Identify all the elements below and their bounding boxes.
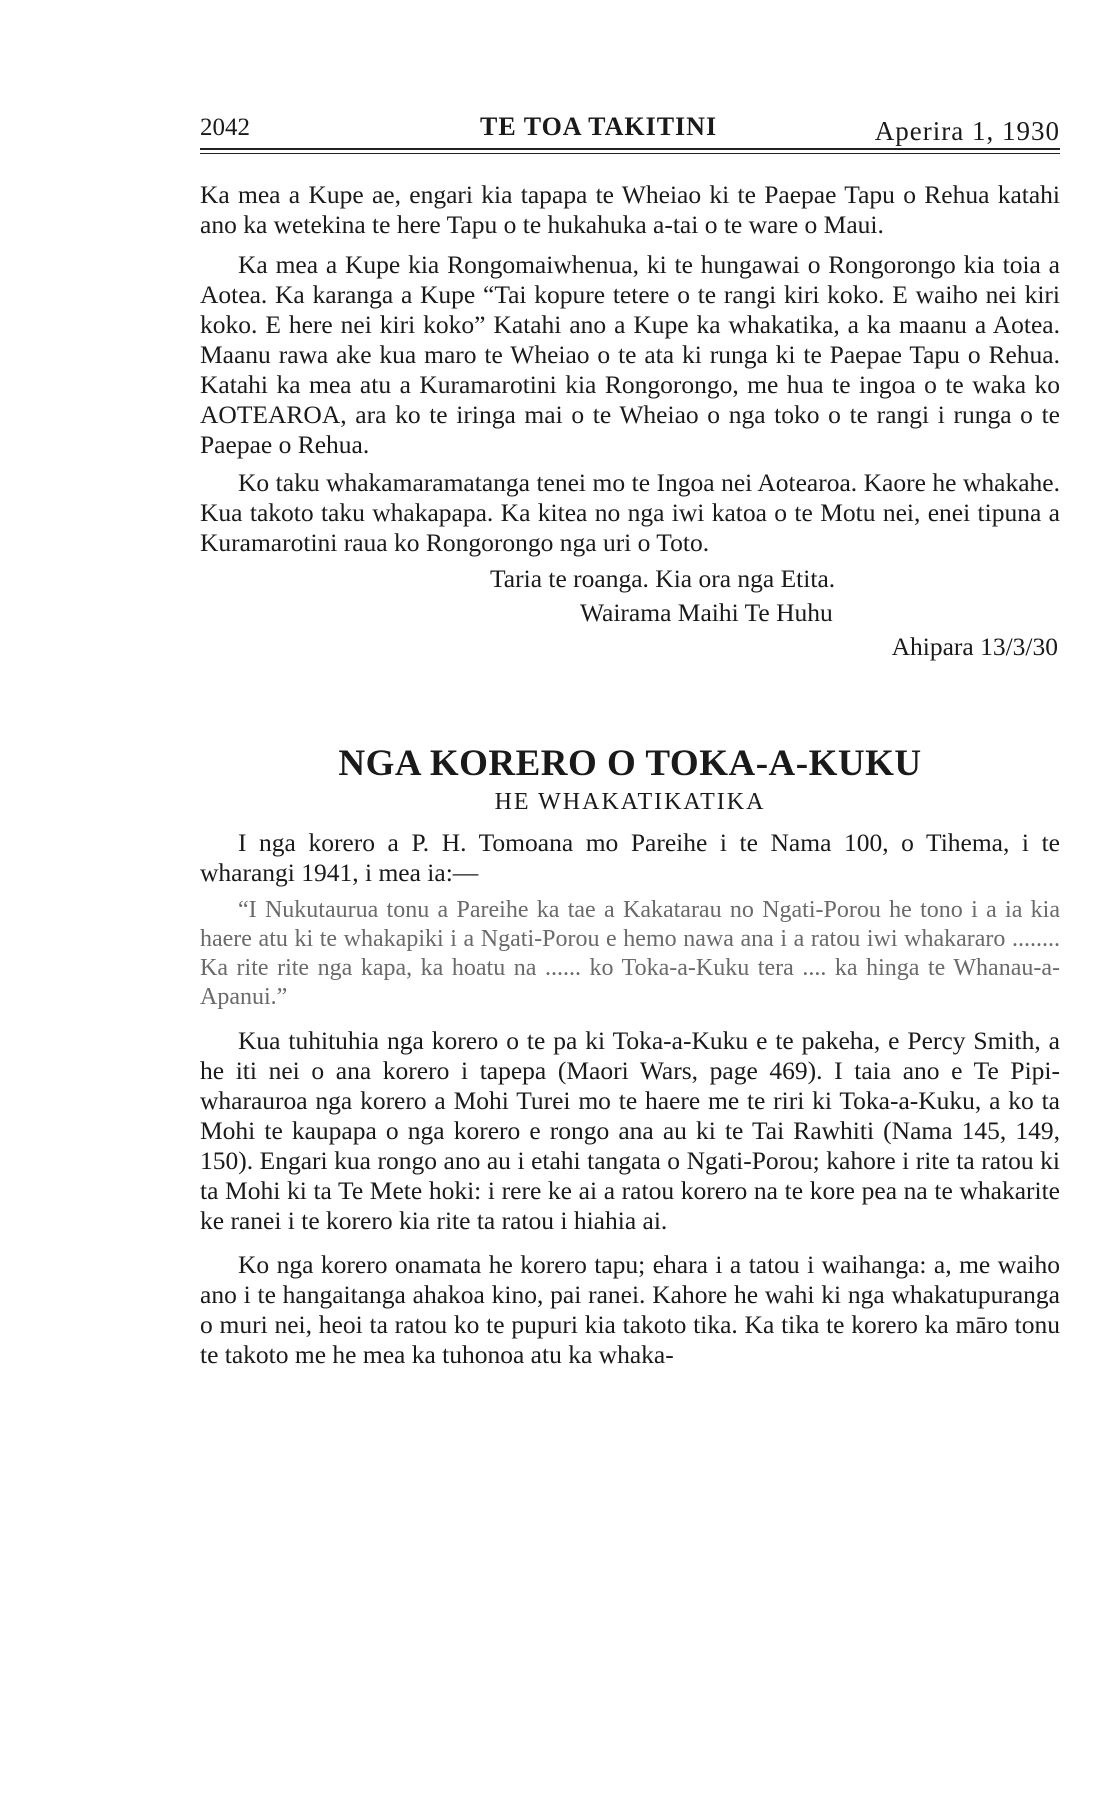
letter-author: Wairama Maihi Te Huhu — [580, 598, 833, 627]
article-title: NGA KORERO O TOKA-A-KUKU — [338, 743, 922, 784]
publication-title: TE TOA TAKITINI — [480, 112, 718, 141]
header-rule — [200, 153, 1060, 154]
article-intro: I nga korero a P. H. Tomoana mo Pareihe i te Nama 100, o Tihema, i te wharangi 1941, i mea ia:— — [200, 828, 1060, 887]
article-quote — [200, 896, 1060, 1012]
letter-body — [200, 180, 1060, 664]
letter-paragraph: Ko taku whakamaramatanga tenei mo te Ingoa nei Aotearoa. Kaore he whakahe. Kua takoto taku whakapapa. Ka kitea no nga iwi katoa o te Motu nei, enei tipuna a Kuramarotini raua ko Rongorongo nga uri o Toto. — [200, 468, 1060, 557]
letter-paragraph: Ka mea a Kupe kia Rongomaiwhenua, ki te hungawai o Rongorongo kia toia a Aotea. Ka karanga a Kupe “Tai kopure tetere o te rangi kiri koko. E waiho nei kiri koko. E here nei kiri koko” Katahi ano a Kupe ka whakatika, a ka maanu a Aotea. Maanu rawa ake kua maro te Wheiao o te ata ki runga ki te Paepae Tapu o Rehua. Katahi ka mea atu a Kuramarotini kia Rongorongo, me hua te ingoa o te waka ko AOTEAROA, ara ko te iringa mai o te Wheiao o nga toko o te rangi i runga o te Paepae o Rehua. — [200, 250, 1060, 459]
article-subtitle: HE WHAKATIKATIKA — [494, 789, 766, 815]
letter-closing: Taria te roanga. Kia ora nga Etita. — [490, 564, 836, 593]
letter-place-date: Ahipara 13/3/30 — [891, 632, 1058, 661]
newspaper-page — [200, 108, 1060, 1370]
page-header — [200, 108, 1060, 150]
article-paragraph: Kua tuhituhia nga korero o te pa ki Toka-a-Kuku e te pakeha, e Percy Smith, a he iti nei o ana korero i tapepa (Maori Wars, page 469). I taia ano e Te Pipi-wharauroa nga korero a Mohi Turei mo te haere me te riri ki Toka-a-Kuku, a ko ta Mohi te kaupapa o nga korero e rongo ana au ki te Tai Rawhiti (Nama 145, 149, 150). Engari kua rongo ano au i etahi tangata o Ngati-Porou; kahore i rite ta ratou ki ta Mohi ki ta Te Mete hoki: i rere ke ai a ratou korero na te kore pea na te whakarite ke ranei i te korero kia rite ta ratou i hiahia ai. — [200, 1026, 1060, 1235]
article — [200, 742, 1060, 1370]
quote-text: “I Nukutaurua tonu a Pareihe ka tae a Kakatarau no Ngati-Porou he tono i a ia kia haere atu ki te whakapiki i a Ngati-Porou e hemo nawa ana i a ratou iwi whakararo ........ Ka rite rite nga kapa, ka hoatu na ...... ko Toka-a-Kuku tera .... ka hinga te Whanau-a-Apanui.” — [200, 897, 1060, 1010]
article-paragraph: Ko nga korero onamata he korero tapu; ehara i a tatou i waihanga: a, me waiho ano i te hangaitanga ahakoa kino, pai ranei. Kahore he wahi ki nga whakatupuranga o muri nei, heoi ta ratou ko te pupuri kia takoto tika. Ka tika te korero ka māro tonu te takoto me he mea ka tuhonoa atu ka whaka- — [200, 1250, 1060, 1369]
issue-date: Aperira 1, 1930 — [874, 116, 1060, 146]
page-number: 2042 — [200, 114, 250, 141]
letter-paragraph: Ka mea a Kupe ae, engari kia tapapa te Wheiao ki te Paepae Tapu o Rehua katahi ano ka wetekina te here Tapu o te hukahuka a-tai o te ware o Maui. — [200, 180, 1060, 239]
